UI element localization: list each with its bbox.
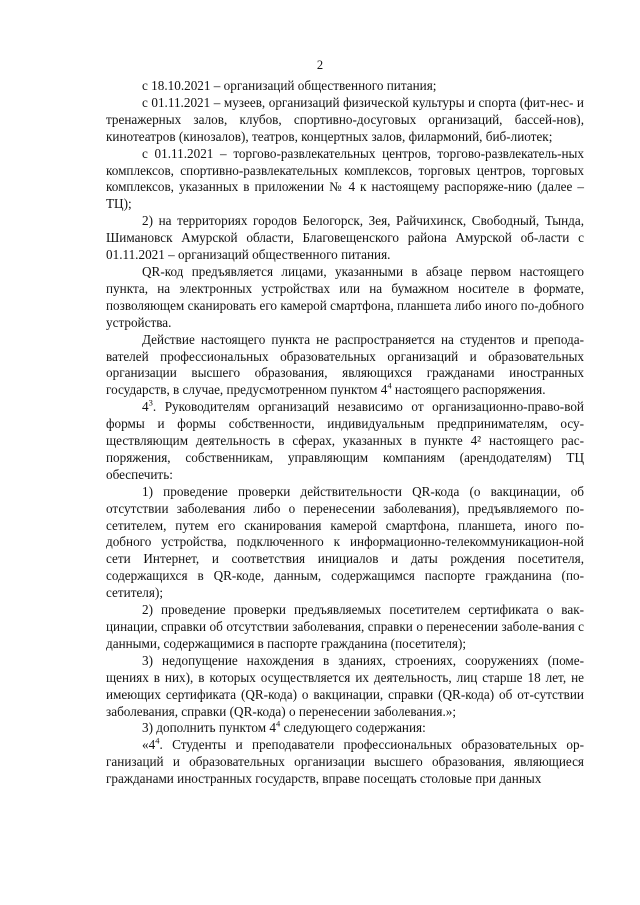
paragraph-catering-date: с 18.10.2021 – организаций общественного питания; <box>142 78 437 93</box>
paragraph-item-4-3: $4^3$. Руководителям организаций независимо от организационно-право-вой формы и формы собственности, индивидуальным предпринимателям, осу-ществляющим деятельность в сферах, указанных в пункте 4² настоящего рас-поряжения, собственникам, управляющим компаниям (арендодателям) ТЦ обеспечить: <box>106 397 584 482</box>
paragraph-subitem-2: 2) проведение проверки предъявляемых посетителем сертификата о вак-цинации, справки об отсутствии заболевания, справки о перенесении заболе-вания с данными, содержащимися в паспорте гражданина (посетителя); <box>106 602 584 651</box>
paragraph-item-4-4: «$4^4$. Студенты и преподаватели профессиональных образовательных ор-ганизаций и образовательных организации высшего образования, являющиеся гражданами иностранных государств, вправе посещать столовые при данных <box>106 735 584 787</box>
paragraph-exception: Действие настоящего пункта не распространяется на студентов и препода-вателей профессиональных образовательных организаций и образовательных организации высшего образования, являющихся гражданами иностранных государств, в случае, предусмотренном пунктом $4^4$ настоящего распоряжения. <box>106 331 584 398</box>
page-number: 2 <box>316 58 324 72</box>
paragraph-territories: 2) на территориях городов Белогорск, Зея, Райчихинск, Свободный, Тында, Шимановск Амурской области, Благовещенского района Амурской об-ласти с 01.11.2021 – организаций общественного питания. <box>106 213 584 263</box>
paragraph-museums-date: с 01.11.2021 – музеев, организаций физической культуры и спорта (фит-нес- и тренажерных залов, клубов, спортивно-досуговых организаций, бассей-нов), кинотеатров (кинозалов), театров, концертных залов, филармоний, биб-лиотек; <box>106 94 584 144</box>
paragraph-subitem-3: 3) недопущение нахождения в зданиях, строениях, сооружениях (поме-щениях в них), в которых осуществляется их деятельность, лиц старше 18 лет, не имеющих сертификата (QR-кода) о вакцинации, справки (QR-кода) об от-сутствии заболевания, справки (QR-кода) о перенесении заболевания.»; <box>106 652 584 719</box>
paragraph-qr-code: QR-код предъявляется лицами, указанными в абзаце первом настоящего пункта, на электронных устройствах или на бумажном носителе в формате, позволяющем сканировать его камерой смартфона, планшета либо иного по-добного устройства. <box>106 263 584 330</box>
paragraph-shopping-centers-date: с 01.11.2021 – торгово-развлекательных центров, торгово-развлекатель-ных комплексов, спортивно-развлекательных комплексов, торговых центров, торговых комплексов, указанных в приложении № 4 к настоящему распоряже-нию (далее – ТЦ); <box>106 145 584 212</box>
paragraph-amendment: 3) дополнить пунктом $4^4$ следующего содержания: <box>142 719 426 736</box>
paragraph-subitem-1: 1) проведение проверки действительности QR-кода (о вакцинации, об отсутствии заболевания либо о перенесении заболевания), предъявляемого по-сетителем, путем его сканирования камерой смартфона, планшета, иного по-добного устройства, подключенного к информационно-телекоммуникацион-ной сети Интернет, и соответствия инициалов и даты рождения посетителя, содержащихся в QR-коде, данным, содержащимся паспорте гражданина (по-сетителя); <box>106 483 584 601</box>
document-body <box>106 78 584 788</box>
